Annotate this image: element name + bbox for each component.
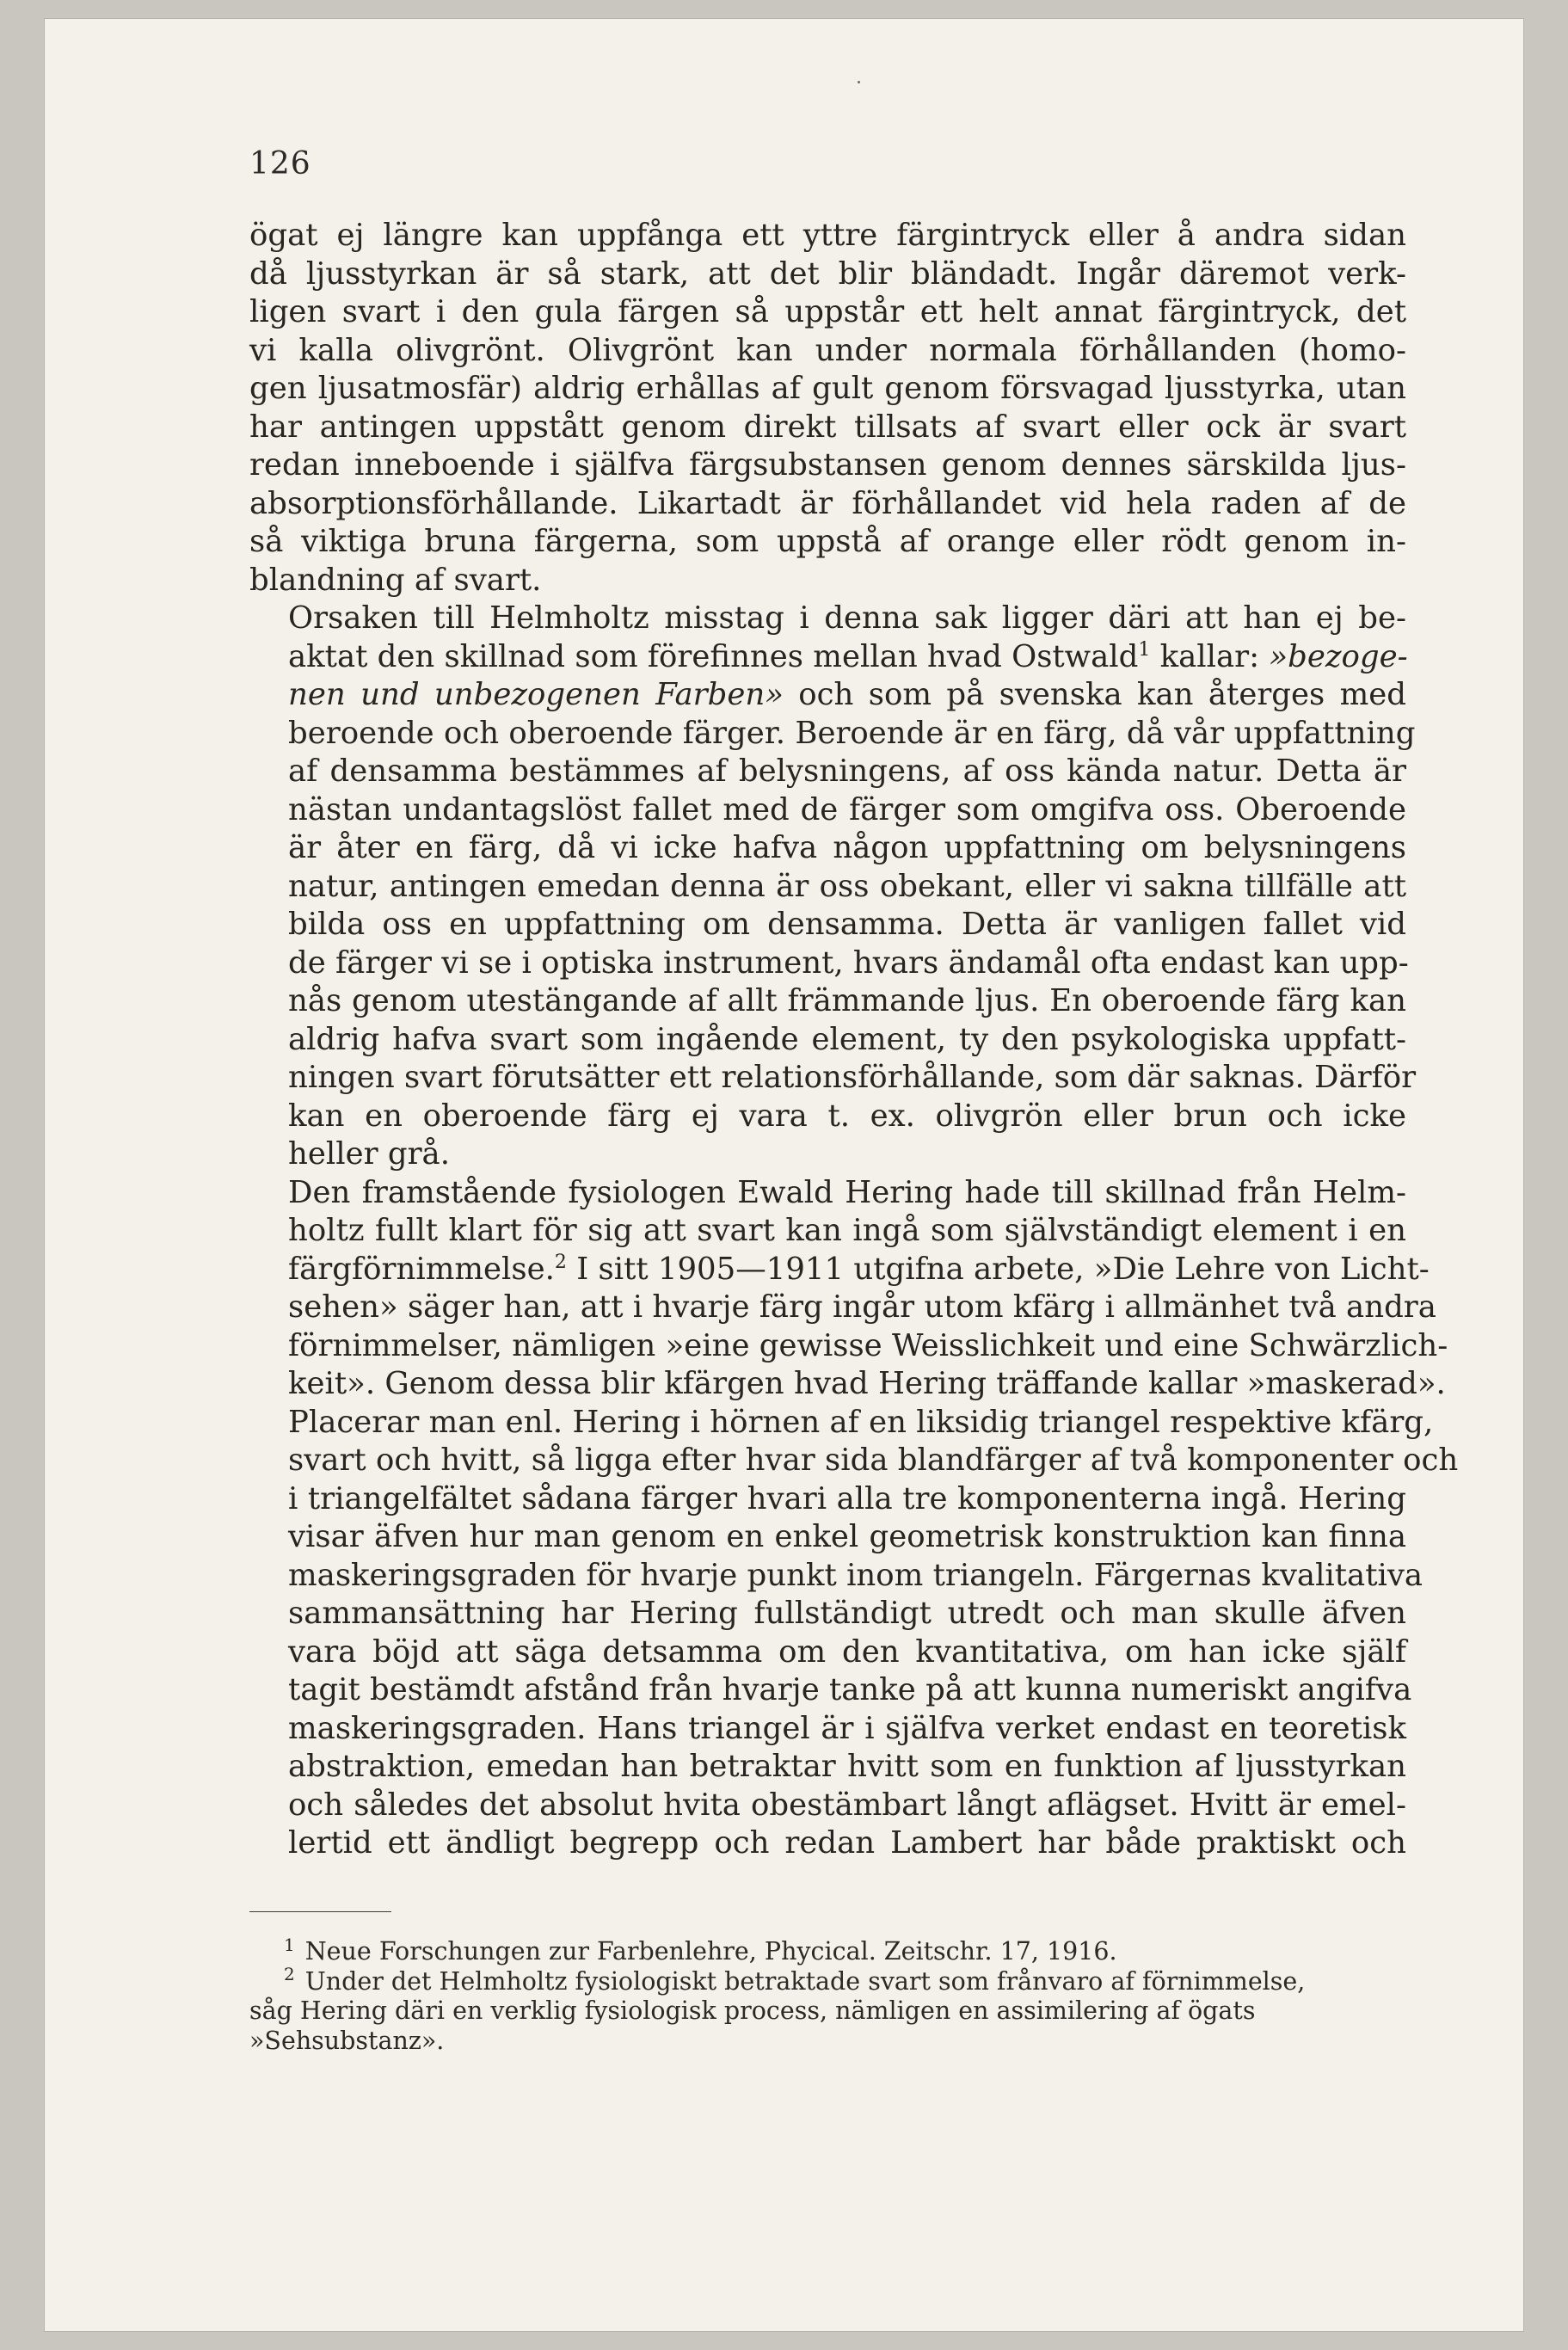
footnote-1	[249, 1934, 1406, 1967]
text-line: då ljusstyrkan är så stark, att det blir bländadt. Ingår däremot verk-	[249, 255, 1406, 292]
text-line: absorptionsförhållande. Likartadt är förhållandet vid hela raden af de	[249, 485, 1406, 521]
text-line: visar äfven hur man genom en enkel geometrisk konstruktion kan finna	[288, 1519, 1406, 1554]
text-line: vara böjd att säga detsamma om den kvantitativa, om han icke själf	[288, 1633, 1406, 1670]
text-line: holtz fullt klart för sig att svart kan ingå som självständigt element i en	[288, 1213, 1406, 1248]
text-line: vi kalla olivgrönt. Olivgrönt kan under normala förhållanden (homo-	[249, 332, 1406, 368]
text-line: svart och hvitt, så ligga efter hvar sida blandfärger af två komponenter och	[288, 1443, 1459, 1478]
paper-speck	[858, 81, 860, 83]
footnote-mark: 1	[284, 1934, 295, 1955]
text-segment: kallar:	[1150, 638, 1270, 674]
footnote-2-cont: »Sehsubstanz».	[249, 2026, 445, 2055]
text-line: kan en oberoende färg ej vara t. ex. olivgrön eller brun och icke	[288, 1098, 1406, 1134]
text-line: sammansättning har Hering fullständigt utredt och man skulle äfven	[288, 1596, 1406, 1631]
text-line: natur, antingen emedan denna är oss obekant, eller vi sakna tillfälle att	[288, 868, 1406, 904]
footnote-ref-1: 1	[1138, 638, 1151, 661]
footnote-mark: 2	[284, 1964, 295, 1984]
text-segment: färgförnimmelse.	[288, 1251, 555, 1287]
text-line: i triangelfältet sådana färger hvari alla tre komponenterna ingå. Hering	[288, 1480, 1406, 1516]
text-line: lertid ett ändligt begrepp och redan Lambert har både praktiskt och	[288, 1825, 1406, 1861]
text-line: nästan undantagslöst fallet med de färger som omgifva oss. Oberoende	[288, 791, 1406, 827]
footnote-divider	[249, 1911, 391, 1912]
text-line: blandning af svart.	[249, 562, 542, 598]
text-line: tagit bestämdt afstånd från hvarje tanke på att kunna numeriskt angifva	[288, 1672, 1412, 1707]
text-line: beroende och oberoende färger. Beroende är en färg, då vår uppfattning	[288, 715, 1416, 751]
text-line: aldrig hafva svart som ingående element, ty den psykologiska uppfatt-	[288, 1021, 1406, 1057]
paragraph-2	[249, 600, 1417, 1174]
text-line: maskeringsgraden för hvarje punkt inom triangeln. Färgernas kvalitativa	[288, 1557, 1423, 1593]
footnotes	[249, 1934, 1406, 2056]
italic-term: »bezoge-	[1269, 638, 1408, 674]
text-line: keit». Genom dessa blir kfärgen hvad Hering träffande kallar »maskerad».	[288, 1366, 1446, 1401]
text-line: förnimmelser, nämligen »eine gewisse Weisslichkeit und eine Schwärzlich-	[288, 1327, 1448, 1363]
text-line: ögat ej längre kan uppfånga ett yttre färgintryck eller å andra sidan	[249, 218, 1406, 253]
text-line: så viktiga bruna färgerna, som uppstå af orange eller rödt genom in-	[249, 524, 1406, 559]
text-line: ligen svart i den gula färgen så uppstår ett helt annat färgintryck, det	[249, 294, 1406, 329]
text-line: bilda oss en uppfattning om densamma. Detta är vanligen fallet vid	[288, 907, 1406, 942]
text-line: Den framstående fysiologen Ewald Hering hade till skillnad från Helm-	[288, 1174, 1406, 1210]
text-line: heller grå.	[288, 1136, 450, 1172]
text-line: sehen» säger han, att i hvarje färg ingår utom kfärg i allmänhet två andra	[288, 1289, 1436, 1325]
text-segment: aktat den skillnad som förefinnes mellan hvad Ostwald	[288, 638, 1139, 674]
text-segment: I sitt 1905—1911 utgifna arbete, »Die Lehre von Licht-	[566, 1251, 1430, 1287]
text-line: de färger vi se i optiska instrument, hvars ändamål ofta endast kan upp-	[288, 944, 1409, 981]
text-segment: och som på svenska kan återges med	[783, 677, 1406, 712]
paragraph-3	[249, 1174, 1459, 1863]
body-text	[249, 217, 1459, 1863]
text-line: är åter en färg, då vi icke hafva någon uppfattning om belysningens	[288, 830, 1406, 865]
text-line: och således det absolut hvita obestämbart långt aflägset. Hvitt är emel-	[288, 1787, 1406, 1823]
footnote-text: Under det Helmholtz fysiologiskt betraktade svart som frånvaro af förnimmelse,	[304, 1966, 1306, 1996]
text-line: maskeringsgraden. Hans triangel är i själfva verket endast en teoretisk	[288, 1710, 1406, 1746]
text-line: af densamma bestämmes af belysningens, af oss kända natur. Detta är	[288, 754, 1406, 789]
text-line: Placerar man enl. Hering i hörnen af en liksidig triangel respektive kfärg,	[288, 1404, 1434, 1440]
footnote-text: Neue Forschungen zur Farbenlehre, Phycical. Zeitschr. 17, 1916.	[304, 1937, 1117, 1966]
italic-term: nen und unbezogenen Farben»	[288, 677, 784, 712]
page-number: 126	[249, 146, 311, 181]
footnote-2	[249, 1964, 1406, 1997]
footnote-ref-2: 2	[554, 1251, 567, 1273]
text-line: Orsaken till Helmholtz misstag i denna sak ligger däri att han ej be-	[288, 600, 1406, 636]
text-line: gen ljusatmosfär) aldrig erhållas af gult genom försvagad ljusstyrka, utan	[249, 371, 1406, 406]
text-line-with-italic	[249, 676, 1406, 715]
text-line: ningen svart förutsätter ett relationsförhållande, som där saknas. Därför	[288, 1060, 1417, 1095]
paragraph-1	[249, 217, 1406, 600]
text-line-with-ref	[249, 1251, 1430, 1289]
footnote-2-cont: såg Hering däri en verklig fysiologisk process, nämligen en assimilering af ögats	[249, 1996, 1256, 2025]
text-line: redan inneboende i själfva färgsubstansen genom dennes särskilda ljus-	[249, 447, 1406, 483]
text-line: nås genom utestängande af allt främmande ljus. En oberoende färg kan	[288, 983, 1406, 1018]
text-line-with-italic	[249, 638, 1406, 677]
text-line: har antingen uppstått genom direkt tillsats af svart eller ock är svart	[249, 409, 1406, 445]
text-line: abstraktion, emedan han betraktar hvitt som en funktion af ljusstyrkan	[288, 1749, 1406, 1784]
